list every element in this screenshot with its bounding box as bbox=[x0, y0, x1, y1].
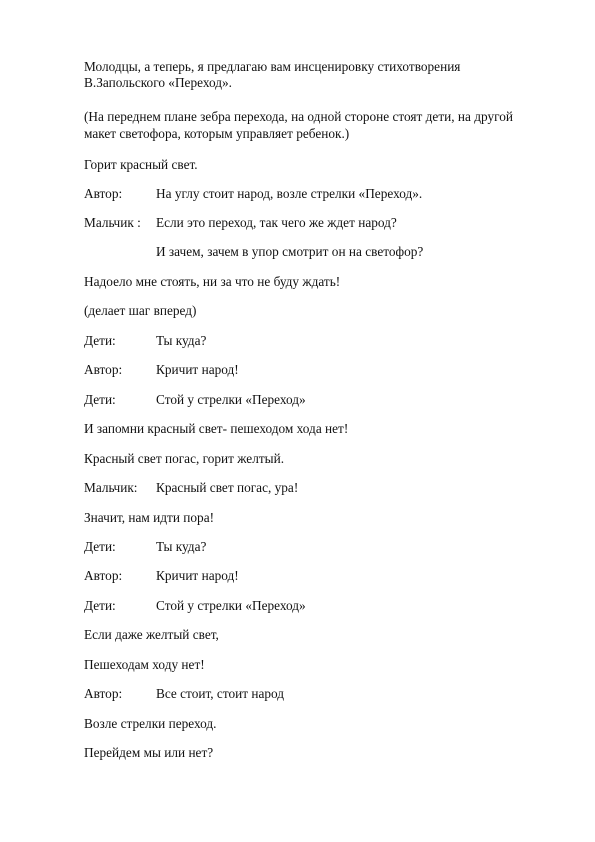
yellow-light-line: Красный свет погас, горит желтый. bbox=[84, 451, 285, 466]
stage-note-line-2: макет светофора, которым управляет ребенок.) bbox=[84, 126, 350, 141]
speech-text: Если это переход, так чего же ждет народ? bbox=[156, 215, 397, 230]
speech-text: Все стоит, стоит народ bbox=[156, 686, 285, 701]
remember-line: И запомни красный свет- пешеходом хода нет! bbox=[84, 421, 349, 436]
no-walk-line: Пешеходам ходу нет! bbox=[84, 657, 205, 672]
speaker-label: Дети: bbox=[84, 333, 116, 348]
speech-text: Красный свет погас, ура! bbox=[156, 480, 299, 495]
intro-line-2: В.Запольского «Переход». bbox=[84, 75, 232, 90]
speech-text: На углу стоит народ, возле стрелки «Переход». bbox=[156, 186, 423, 201]
speaker-label: Автор: bbox=[84, 186, 123, 201]
speech-text: Ты куда? bbox=[156, 539, 207, 554]
even-yellow-line: Если даже желтый свет, bbox=[84, 627, 219, 642]
speech-text: Ты куда? bbox=[156, 333, 207, 348]
speech-text: Стой у стрелки «Переход» bbox=[156, 598, 306, 613]
step-note: (делает шаг вперед) bbox=[84, 303, 197, 318]
speech-text: Кричит народ! bbox=[156, 362, 239, 377]
speech-continuation: И зачем, зачем в упор смотрит он на светофор? bbox=[156, 244, 424, 259]
speaker-label: Автор: bbox=[84, 568, 123, 583]
cross-question-line: Перейдем мы или нет? bbox=[84, 745, 214, 760]
speaker-label: Дети: bbox=[84, 598, 116, 613]
speaker-label: Мальчик : bbox=[84, 215, 141, 230]
speaker-label: Автор: bbox=[84, 362, 123, 377]
intro-line-1: Молодцы, а теперь, я предлагаю вам инсценировку стихотворения bbox=[84, 59, 461, 74]
tired-line: Надоело мне стоять, ни за что не буду ждать! bbox=[84, 274, 341, 289]
speech-text: Стой у стрелки «Переход» bbox=[156, 392, 306, 407]
speaker-label: Дети: bbox=[84, 392, 116, 407]
speech-text: Кричит народ! bbox=[156, 568, 239, 583]
speaker-label: Автор: bbox=[84, 686, 123, 701]
speaker-label: Дети: bbox=[84, 539, 116, 554]
stage-note-line-1: (На переднем плане зебра перехода, на одной стороне стоят дети, на другой bbox=[84, 109, 514, 124]
red-light-line: Горит красный свет. bbox=[84, 157, 198, 172]
speaker-label: Мальчик: bbox=[84, 480, 138, 495]
time-line: Значит, нам идти пора! bbox=[84, 510, 215, 525]
near-arrow-line: Возле стрелки переход. bbox=[84, 716, 217, 731]
